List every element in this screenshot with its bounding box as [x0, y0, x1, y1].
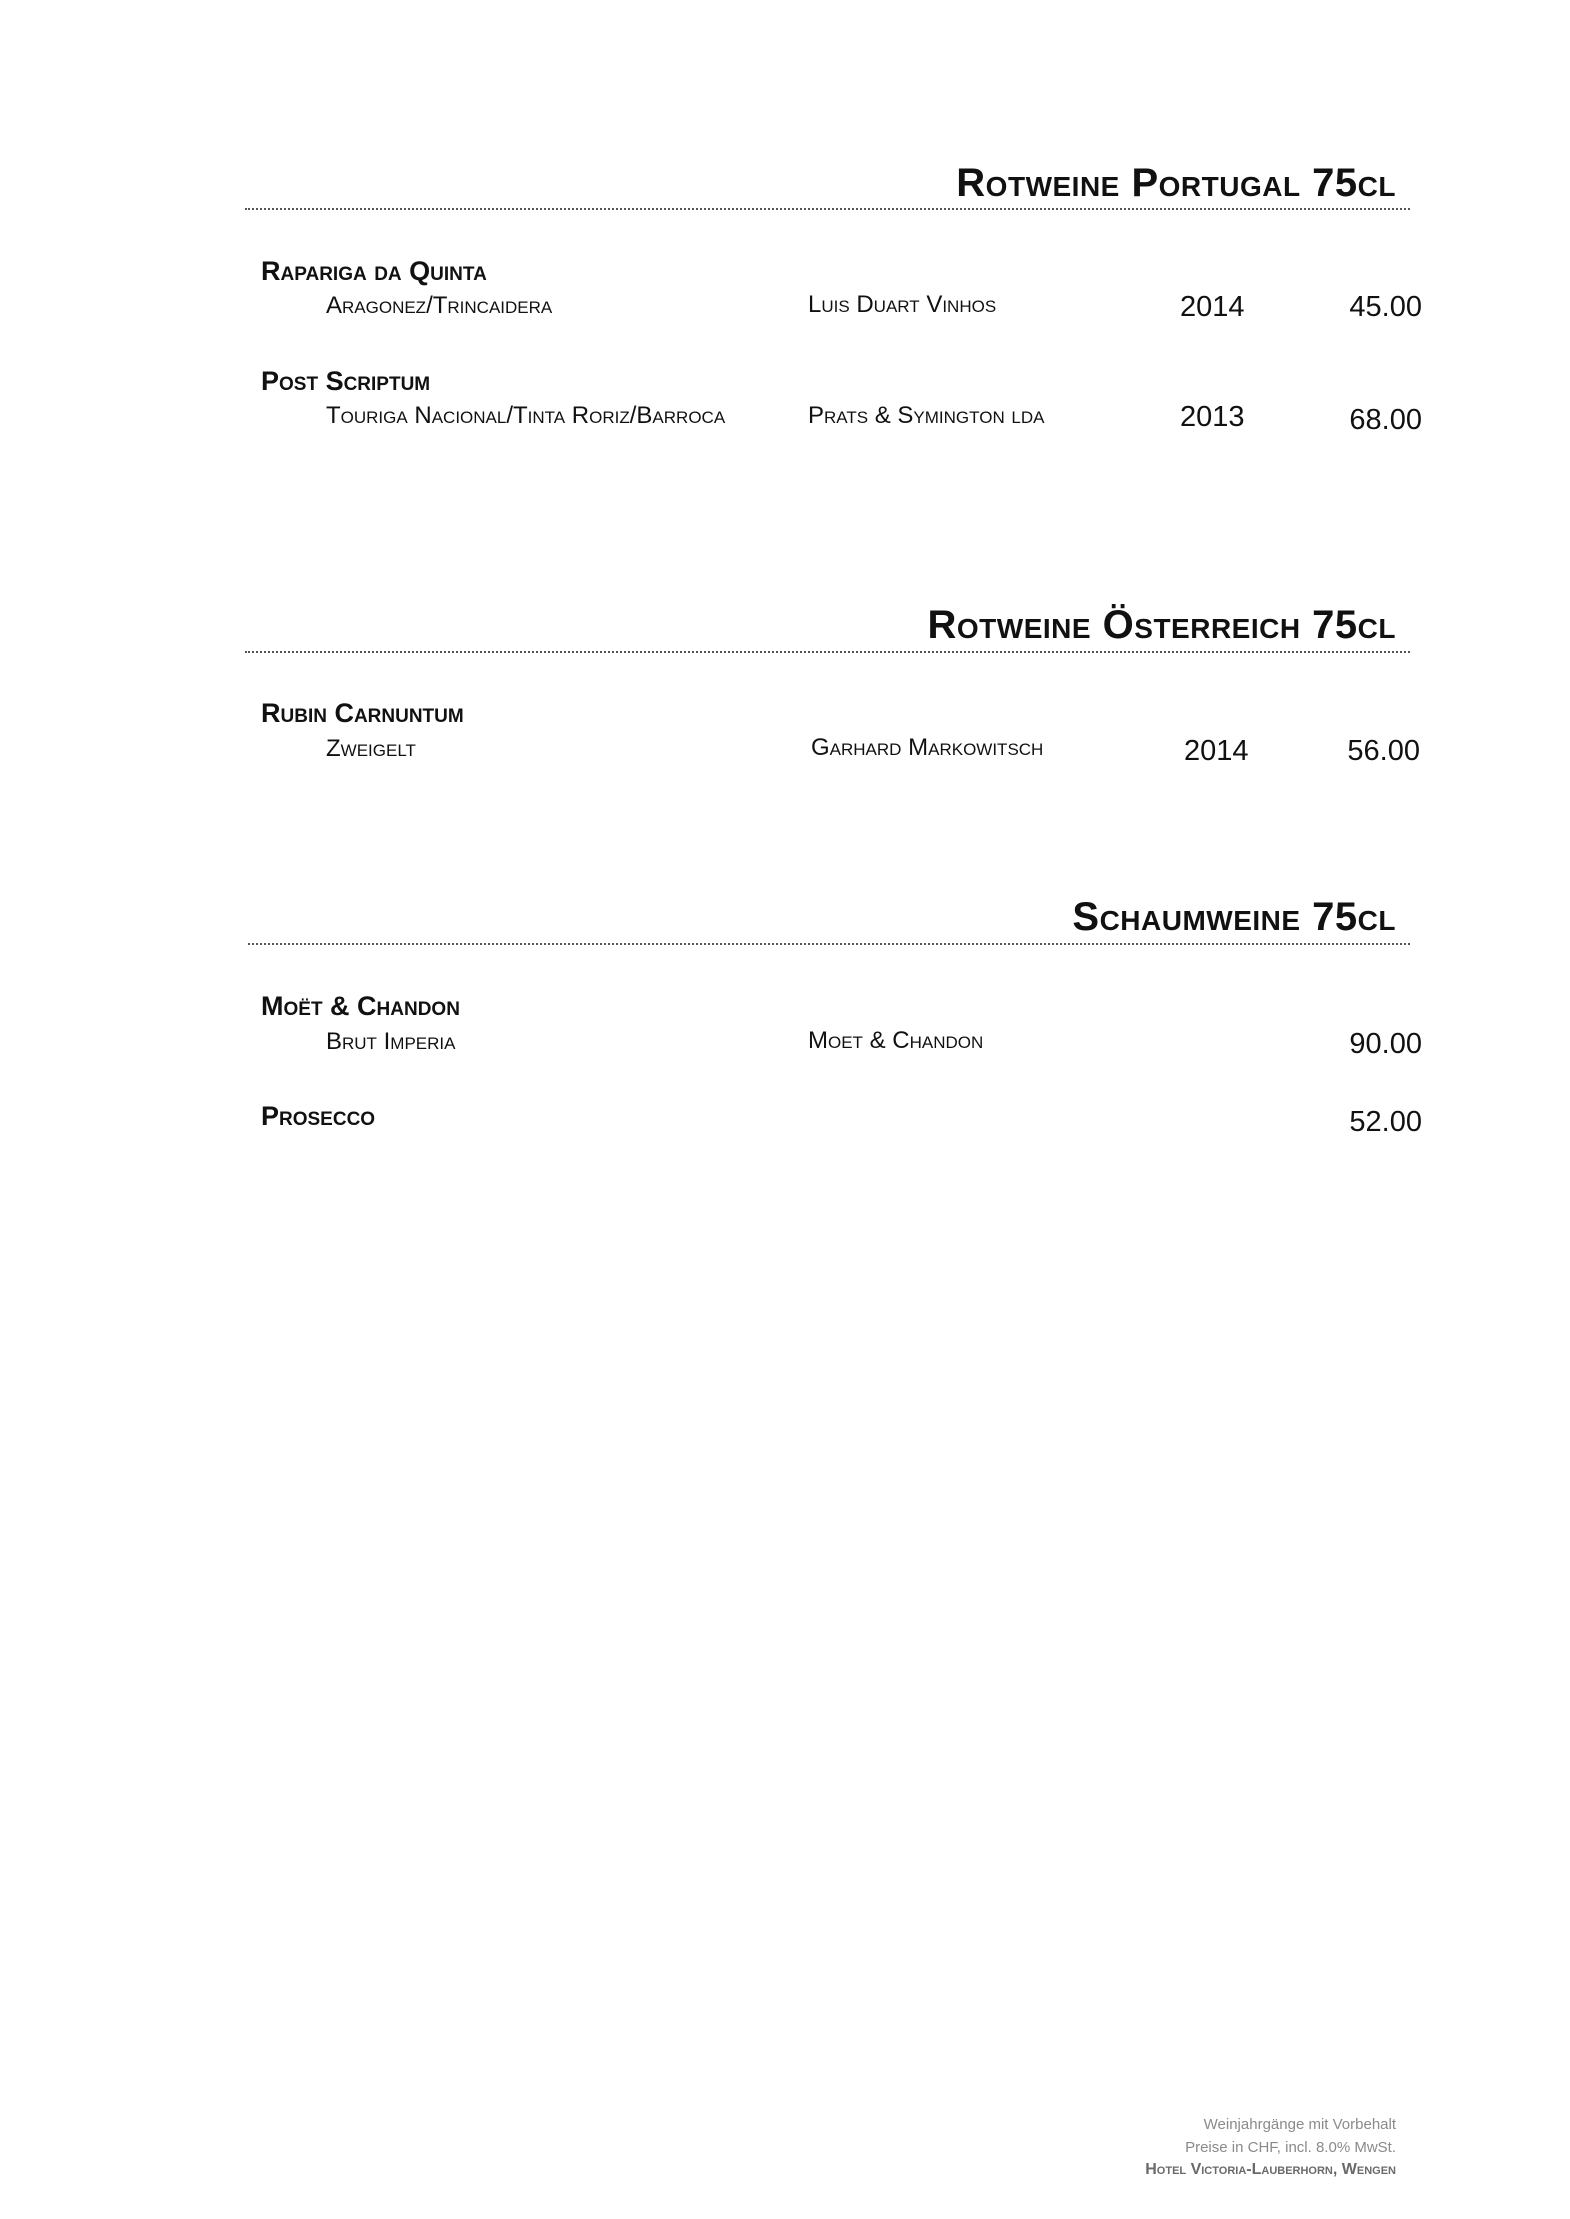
wine-price: 56.00: [1347, 735, 1420, 767]
footer-hotel-name: Hotel Victoria-Lauberhorn, Wengen: [1145, 2161, 1396, 2178]
wine-name: Prosecco: [261, 1101, 376, 1131]
footer-vintage-note: Weinjahrgänge mit Vorbehalt: [1203, 2116, 1396, 2133]
wine-year: 2014: [1184, 735, 1249, 767]
wine-name: Moët & Chandon: [261, 991, 460, 1021]
wine-price: 90.00: [1349, 1028, 1422, 1060]
wine-year: 2013: [1180, 401, 1245, 433]
wine-producer: Luis Duart Vinhos: [808, 291, 997, 318]
section-divider: [245, 208, 1410, 210]
wine-price: 52.00: [1349, 1106, 1422, 1138]
wine-grape: Brut Imperia: [326, 1028, 456, 1055]
section-title-rotweine-oesterreich: Rotweine Österreich 75cl: [927, 603, 1396, 647]
wine-name: Rapariga da Quinta: [261, 256, 487, 286]
wine-name: Rubin Carnuntum: [261, 698, 464, 728]
wine-price: 68.00: [1349, 404, 1422, 436]
wine-year: 2014: [1180, 291, 1245, 323]
section-divider: [245, 651, 1410, 653]
section-divider: [248, 943, 1410, 945]
wine-producer: Moet & Chandon: [808, 1027, 984, 1054]
footer-price-note: Preise in CHF, incl. 8.0% MwSt.: [1185, 2139, 1396, 2156]
wine-producer: Garhard Markowitsch: [811, 734, 1044, 761]
wine-name: Post Scriptum: [261, 366, 431, 396]
wine-price: 45.00: [1349, 291, 1422, 323]
section-title-rotweine-portugal: Rotweine Portugal 75cl: [956, 161, 1396, 205]
wine-producer: Prats & Symington lda: [808, 402, 1045, 429]
section-title-schaumweine: Schaumweine 75cl: [1072, 895, 1396, 939]
wine-grape: Aragonez/Trincaidera: [326, 292, 553, 319]
wine-grape: Zweigelt: [326, 735, 416, 762]
wine-grape: Touriga Nacional/Tinta Roriz/Barroca: [326, 402, 726, 429]
